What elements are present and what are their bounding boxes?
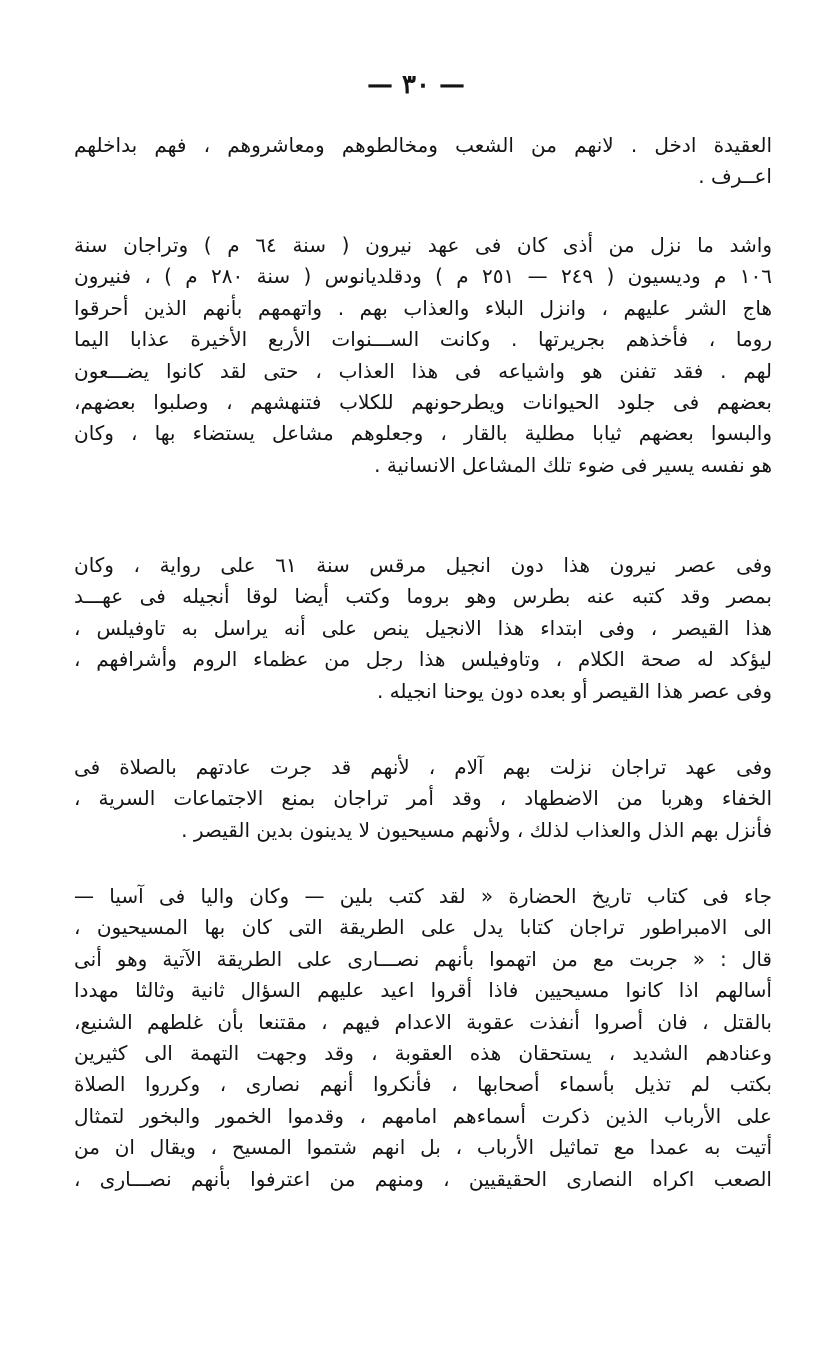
text-line: ١٠٦ م وديسيون ( ٢٤٩ — ٢٥١ م ) ودقلديانوس ( سنة ٢٨٠ م ) ، فنيرون — [74, 264, 772, 289]
text-line: العقيدة ادخل . لانهم من الشعب ومخالطوهم ومعاشروهم ، فهم بداخلهم — [74, 133, 772, 157]
text-line: الى الامبراطور تراجان كتابا يدل على الطريقة التى كان بها المسيحيون ، — [74, 915, 772, 940]
text-line: وفى عصر هذا القيصر أو بعده دون يوحنا انجيله . — [376, 678, 772, 703]
text-line: قال : « جربت مع من اتهموا بأنهم نصـــارى على الطريقة الآتية وهو أنى — [74, 946, 772, 971]
text-line: بعضهم فى جلود الحيوانات ويطرحونهم للكلاب فتنهشهم ، وصلبوا بعضهم، — [74, 389, 772, 414]
text-line: ليؤكد له صحة الكلام ، وتاوفيلس هذا رجل من عظماء الروم وأشرافهم ، — [74, 647, 772, 672]
text-line: اعــرف . — [698, 164, 772, 189]
text-line: وعنادهم الشديد ، يستحقان هذه العقوبة ، وقد وجهت التهمة الى كثيرين — [74, 1040, 772, 1065]
text-line: بالقتل ، فان أصروا أنفذت عقوبة الاعدام فيهم ، مقتنعا بأن غلطهم الشنيع، — [74, 1009, 772, 1034]
text-line: هو نفسه يسير فى ضوء تلك المشاعل الانسانية . — [374, 452, 772, 477]
text-line: على الأرباب الذين ذكرت أسماءهم امامهم ، وقدموا الخمور والبخور لتمثال — [74, 1103, 772, 1128]
text-line: أسالهم اذا كانوا مسيحيين فاذا أقروا اعيد عليهم السؤال ثانية وثالثا مهددا — [74, 978, 772, 1003]
text-line: بمصر وقد كتبه عنه بطرس وهو بروما وكتب أيضا لوقا أنجيله فى عهـــد — [74, 584, 772, 609]
text-line: الخفاء وهربا من الاضطهاد ، وقد أمر تراجان بمنع الاجتماعات السرية ، — [74, 786, 772, 811]
text-line: وفى عهد تراجان نزلت بهم آلام ، لأنهم قد جرت عادتهم بالصلاة فى — [74, 755, 772, 779]
text-line: بكتب لم تذيل بأسماء أصحابها ، فأنكروا أنهم نصارى ، وكرروا الصلاة — [74, 1072, 772, 1097]
paragraph — [74, 752, 772, 846]
text-line: هذا القيصر ، وفى ابتداء هذا الانجيل ينص على أنه يراسل به تاوفيلس ، — [74, 615, 772, 640]
paragraph — [74, 881, 772, 1195]
text-line: والبسوا بعضهم ثيابا مطلية بالقار ، وجعلوهم مشاعل يستضاء بها ، وكان — [74, 421, 772, 446]
paragraph — [74, 130, 772, 193]
page-number: — ٣٠ — — [366, 70, 466, 100]
text-line: وفى عصر نيرون هذا دون انجيل مرقس سنة ٦١ على رواية ، وكان — [74, 553, 772, 577]
text-line: فأنزل بهم الذل والعذاب لذلك ، ولأنهم مسيحيون لا يدينون بدين القيصر . — [181, 817, 772, 842]
text-line: الصعب اكراه النصارى الحقيقيين ، ومنهم من اعترفوا بأنهم نصـــارى ، — [74, 1166, 772, 1191]
text-line: جاء فى كتاب تاريخ الحضارة « لقد كتب بلين — وكان واليا فى آسيا — — [74, 884, 772, 908]
paragraph — [74, 230, 772, 481]
paragraph — [74, 550, 772, 707]
text-line: روما ، فأخذهم بجريرتها . وكانت الســـنوات الأربع الأخيرة عذابا اليما — [74, 327, 772, 352]
text-line: هاج الشر عليهم ، وانزل البلاء والعذاب بهم . واتهمهم بأنهم الذين أحرقوا — [74, 295, 772, 320]
text-line: لهم . فقد تفنن هو واشياعه فى هذا العذاب ، حتى لقد كانوا يضـــعون — [74, 358, 772, 383]
text-line: أتيت به عمدا مع تماثيل الأرباب ، بل انهم شتموا المسيح ، ويقال ان من — [74, 1135, 772, 1160]
text-line: واشد ما نزل من أذى كان فى عهد نيرون ( سنة ٦٤ م ) وتراجان سنة — [74, 233, 772, 257]
